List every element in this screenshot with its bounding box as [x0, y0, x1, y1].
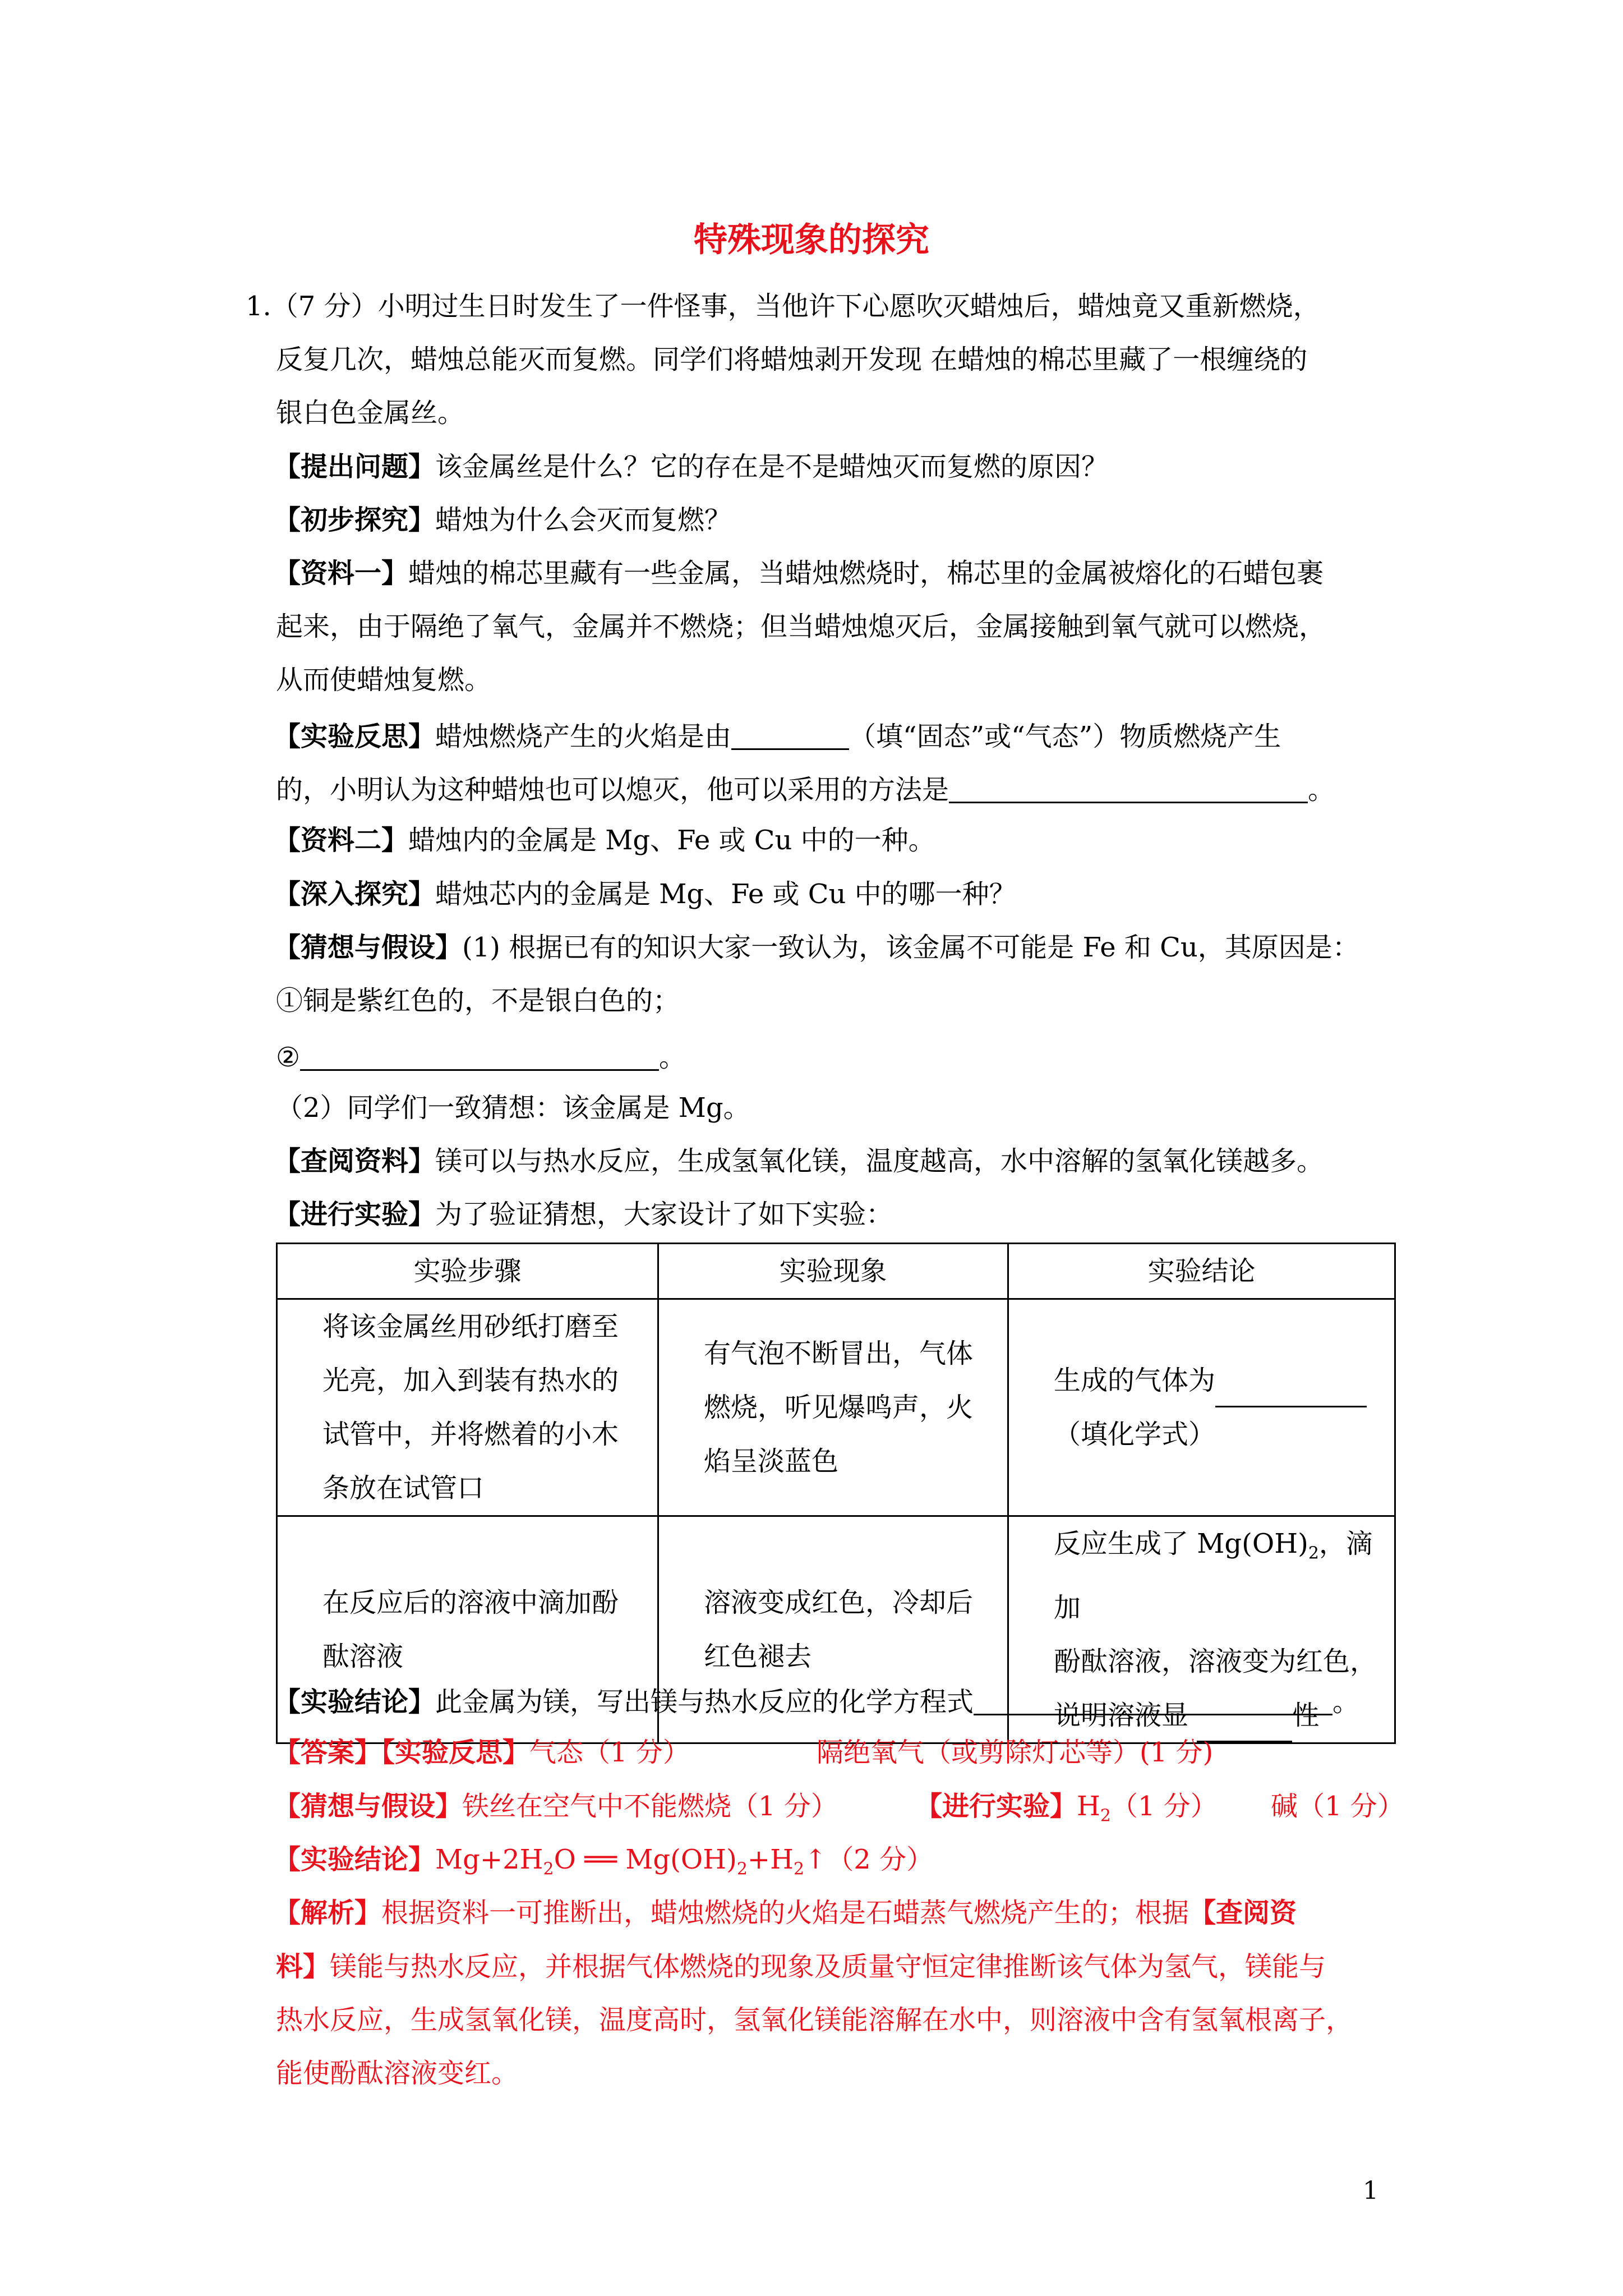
cell-text: 生成的气体为 [1054, 1365, 1216, 1396]
analysis-text: 根据资料一可推断出，蜡烛燃烧的火焰是石蜡蒸气燃烧产生的；根据 [381, 1897, 1189, 1929]
equation-part: +H [747, 1844, 794, 1875]
equation-part: ↑（2 分） [804, 1844, 934, 1875]
section-text: (1) 根据已有的知识大家一致认为，该金属不可能是 Fe 和 Cu，其原因是： [462, 932, 1359, 963]
material-one-line: 从而使蜡烛复燃。 [276, 664, 492, 696]
deep-exploration [274, 878, 1016, 910]
answer-equation [274, 1846, 933, 1878]
experiment-table [276, 1243, 1396, 1744]
analysis-line [276, 1953, 1326, 1980]
analysis-line: 能使酚酞溶液变红。 [276, 2058, 519, 2089]
table-header-row [277, 1244, 1395, 1299]
section-text: 蜡烛内的金属是 Mg、Fe 或 Cu 中的一种。 [408, 825, 935, 856]
punctuation: 。 [1332, 1686, 1360, 1718]
page-title: 特殊现象的探究 [694, 220, 929, 260]
answer-blank[interactable] [731, 720, 849, 750]
cell-line: 红色褪去 [704, 1640, 812, 1672]
section-text: 为了验证猜想，大家设计了如下实验： [435, 1199, 893, 1230]
table-row [277, 1299, 1395, 1516]
section-tag: 【实验结论】 [274, 1844, 436, 1875]
subscript: 2 [793, 1859, 805, 1879]
section-tag: 【实验反思】 [381, 1737, 530, 1768]
material-one-line: 起来，由于隔绝了氧气，金属并不燃烧；但当蜡烛熄灭后，金属接触到氧气就可以燃烧， [276, 611, 1326, 642]
table-header: 实验结论 [1008, 1244, 1395, 1299]
section-tag: 【资料一】 [274, 558, 409, 589]
answer-blank[interactable] [974, 1686, 1332, 1715]
answer-line [274, 1793, 838, 1820]
cell-line: 焰呈淡蓝色 [704, 1446, 839, 1477]
answer-text: 气态（1 分） [529, 1737, 690, 1768]
cell-line: 条放在试管口 [322, 1473, 485, 1504]
cell-line: 光亮，加入到装有热水的 [322, 1365, 619, 1396]
cell-text: ，滴加 [1054, 1528, 1373, 1623]
conduct-experiment [274, 1201, 893, 1228]
material-two [274, 827, 935, 854]
reason-two [276, 1041, 686, 1071]
analysis-text: 镁能与热水反应，并根据气体燃烧的现象及质量守恒定律推断该气体为氢气，镁能与 [330, 1951, 1326, 1982]
section-tag: 【实验反思】 [274, 721, 436, 752]
lookup-data [274, 1145, 1324, 1177]
question-line: 反复几次，蜡烛总能灭而复燃。同学们将蜡烛剥开发现 在蜡烛的棉芯里藏了一根缠绕的 [276, 344, 1308, 375]
section-tag: 【猜想与假设】 [274, 1791, 463, 1822]
conclusion-cell [1008, 1299, 1395, 1516]
answer-line [274, 1739, 690, 1766]
analysis-line: 热水反应，生成氢氧化镁，温度高时，氢氧化镁能溶解在水中，则溶液中含有氢氧根离子， [276, 2004, 1353, 2036]
cell-text: 反应生成了 Mg(OH) [1054, 1528, 1308, 1559]
reflection-line [276, 774, 1335, 806]
answer-text: 隔绝氧气（或剪除灯芯等）(1 分) [817, 1737, 1214, 1768]
answer-text: 碱（1 分） [1271, 1791, 1404, 1822]
section-tag: 【资料二】 [274, 825, 409, 856]
section-text: 的，小明认为这种蜡烛也可以熄灭，他可以采用的方法是 [276, 774, 949, 806]
propose-question [274, 453, 1108, 480]
table-header: 实验步骤 [277, 1244, 658, 1299]
section-text: 镁可以与热水反应，生成氢氧化镁，温度越高，水中溶解的氢氧化镁越多。 [435, 1145, 1324, 1177]
answer-line [915, 1793, 1218, 1825]
cell-line: 酚酞溶液，溶液变为红色， [1054, 1645, 1377, 1677]
section-text: 蜡烛为什么会灭而复燃？ [435, 504, 732, 536]
phenomenon-cell [658, 1299, 1008, 1516]
section-text: 此金属为镁，写出镁与热水反应的化学方程式 [435, 1686, 974, 1718]
section-tag: 【深入探究】 [274, 878, 436, 910]
section-tag: 【猜想与假设】 [274, 932, 463, 963]
section-text: 蜡烛燃烧产生的火焰是由 [435, 721, 732, 752]
table-header: 实验现象 [658, 1244, 1008, 1299]
subscript: 2 [543, 1859, 554, 1879]
answer-text: 铁丝在空气中不能燃烧（1 分） [462, 1791, 838, 1822]
answer-blank[interactable] [300, 1041, 659, 1071]
section-tag: 【初步探究】 [274, 504, 436, 536]
material-one [274, 560, 1324, 587]
section-tag: 【实验结论】 [274, 1686, 436, 1718]
subscript: 2 [1308, 1543, 1319, 1563]
cell-line: 溶液变成红色，冷却后 [704, 1586, 974, 1618]
answer-tag: 【答案】 [274, 1737, 382, 1768]
cell-line [1054, 1354, 1372, 1407]
item-marker: ② [276, 1042, 301, 1073]
analysis-line [274, 1897, 1297, 1929]
hypothesis [274, 934, 1359, 961]
hypothesis-two: （2）同学们一致猜想：该金属是 Mg。 [276, 1092, 750, 1124]
equation-part: O ══ Mg(OH) [554, 1844, 737, 1875]
cell-line: 燃烧，听见爆鸣声，火 [704, 1392, 974, 1423]
cell-line: （填化学式） [1054, 1419, 1216, 1450]
cell-text: 性 [1292, 1699, 1320, 1731]
question-line: 1.（7 分）小明过生日时发生了一件怪事，当他许下心愿吹灭蜡烛后，蜡烛竟又重新燃烧， [246, 291, 1320, 322]
punctuation: 。 [659, 1042, 686, 1073]
answer-blank[interactable] [949, 774, 1308, 803]
experiment-conclusion [274, 1686, 1360, 1718]
subscript: 2 [736, 1859, 748, 1879]
step-cell [277, 1299, 658, 1516]
cell-line: 试管中，并将燃着的小木 [322, 1419, 619, 1450]
equation-part: Mg+2H [435, 1844, 543, 1875]
reflection [274, 720, 1281, 750]
reason-one: ①铜是紫红色的，不是银白色的； [276, 985, 680, 1016]
section-tag: 料】 [276, 1951, 330, 1982]
section-text: （填“固态”或“气态”）物质燃烧产生 [849, 721, 1281, 752]
section-tag: 【解析】 [274, 1897, 382, 1929]
section-tag: 【进行实验】 [274, 1199, 436, 1230]
section-text: 蜡烛芯内的金属是 Mg、Fe 或 Cu 中的哪一种？ [435, 878, 1016, 910]
punctuation: 。 [1308, 774, 1335, 806]
answer-blank[interactable] [1215, 1378, 1367, 1407]
subscript: 2 [1100, 1806, 1111, 1826]
section-text: 蜡烛的棉芯里藏有一些金属，当蜡烛燃烧时，棉芯里的金属被熔化的石蜡包裹 [408, 558, 1324, 589]
answer-text: H [1077, 1791, 1100, 1822]
cell-line: 在反应后的溶液中滴加酚 [322, 1586, 619, 1618]
question-line: 银白色金属丝。 [276, 397, 465, 429]
section-tag: 【提出问题】 [274, 451, 436, 482]
answer-text: （1 分） [1110, 1791, 1218, 1822]
cell-line: 酞溶液 [322, 1640, 404, 1672]
section-tag: 【查阅资 [1189, 1897, 1297, 1929]
cell-line: 有气泡不断冒出，气体 [704, 1338, 974, 1369]
cell-text: 说明溶液显 [1054, 1699, 1197, 1731]
initial-exploration [274, 504, 732, 536]
section-text: 该金属丝是什么？它的存在是不是蜡烛灭而复燃的原因？ [435, 451, 1109, 482]
page-number: 1 [1363, 2177, 1378, 2205]
section-tag: 【查阅资料】 [274, 1145, 436, 1177]
cell-line [1054, 1517, 1383, 1635]
section-tag: 【进行实验】 [915, 1791, 1077, 1822]
cell-line: 将该金属丝用砂纸打磨至 [322, 1311, 619, 1342]
